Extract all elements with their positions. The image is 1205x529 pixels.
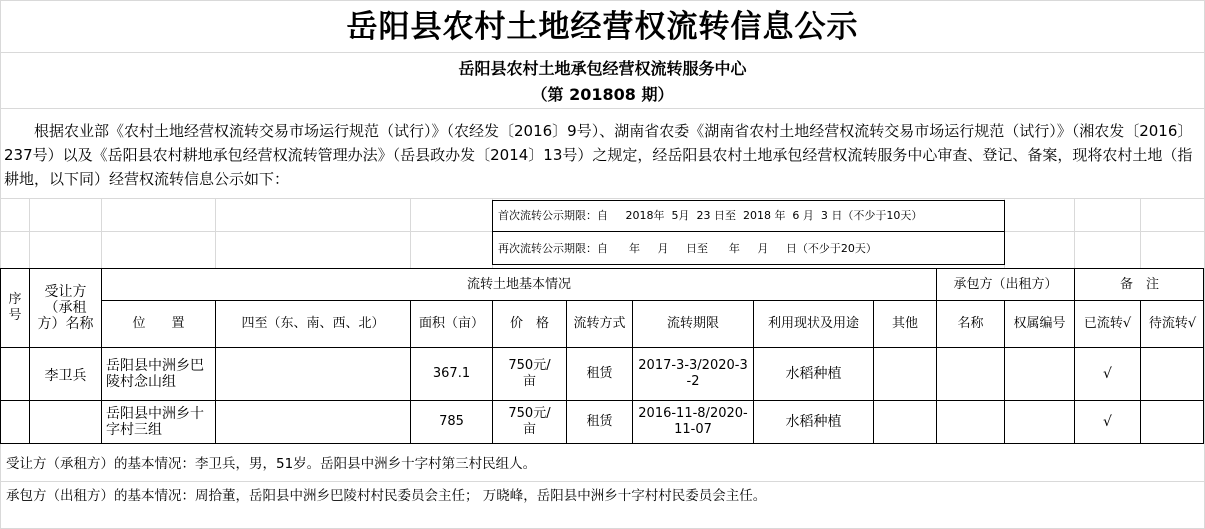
row-seq [1, 348, 29, 400]
row-pending-check [1141, 401, 1204, 443]
col-header-transferee: 受让方（承租方）名称 [37, 284, 94, 332]
row-other [874, 401, 936, 443]
row-transferee: 李卫兵 [44, 368, 87, 384]
issue-number: （第 201808 期） [531, 85, 674, 104]
col-header-seq: 序号 [8, 292, 22, 323]
col-header-other: 其他 [891, 316, 918, 331]
second-notice-period: 再次流转公示期限：自 年 月 日至 年 月 日（不少于20天） [498, 241, 877, 255]
row-ownership-no [1005, 401, 1074, 443]
group-header-land: 流转土地基本情况 [466, 276, 571, 292]
row-location: 岳阳县中洲乡巴陵村念山组 [106, 358, 204, 390]
col-header-mode: 流转方式 [573, 316, 626, 331]
row-mode: 租赁 [586, 414, 613, 429]
row-period: 2017-3-3/2020-3-2 [638, 358, 748, 389]
row-pending-check [1141, 348, 1204, 400]
row-mode: 租赁 [586, 366, 613, 381]
col-header-boundaries: 四至（东、南、西、北） [241, 316, 385, 331]
col-header-location: 位 置 [132, 316, 185, 331]
page-title: 岳阳县农村土地经营权流转信息公示 [346, 8, 859, 45]
row-transferee [30, 401, 101, 443]
col-header-period: 流转期限 [666, 316, 719, 331]
group-header-remark: 备 注 [1119, 276, 1159, 292]
row-area: 367.1 [432, 366, 471, 381]
row-transferred-check: √ [1103, 366, 1112, 382]
intro-paragraph: 根据农业部《农村土地经营权流转交易市场运行规范（试行）》（农经发〔2016〕9号）、湖南省农委《湖南省农村土地经营权流转交易市场运行规范（试行）》（湘农发〔2016〕237号）以及《岳阳县农村耕地承包经营权流转管理办法》（岳县政办发〔2014〕13号）之规定，经岳阳县农村土地承包经营权流转服务中心审查、登记、备案，现将农村土地（指耕地，以下同）经营权流转信息公示如下： [4, 122, 1193, 188]
row-boundaries [216, 401, 410, 443]
col-header-ownership-no: 权属编号 [1013, 316, 1066, 331]
row-price: 750元/亩 [508, 358, 551, 389]
row-usage: 水稻种植 [785, 366, 842, 382]
col-header-transferred: 已流转√ [1083, 316, 1132, 331]
row-other [874, 348, 936, 400]
col-header-name: 名称 [957, 316, 984, 331]
row-seq [1, 401, 29, 443]
row-contractor-name [937, 348, 1004, 400]
page-subtitle: 岳阳县农村土地承包经营权流转服务中心 [458, 59, 747, 78]
group-header-contractor: 承包方（出租方） [953, 276, 1058, 292]
row-location: 岳阳县中洲乡十字村三组 [106, 406, 204, 438]
col-header-price: 价 格 [509, 316, 549, 331]
contractor-info: 承包方（出租方）的基本情况：周拾董，岳阳县中洲乡巴陵村村民委员会主任； 万晓峰，岳阳县中洲乡十字村村民委员会主任。 [6, 488, 767, 504]
col-header-pending: 待流转√ [1148, 316, 1197, 331]
col-header-area: 面积（亩） [418, 316, 484, 331]
row-ownership-no [1005, 348, 1074, 400]
row-price: 750元/亩 [508, 406, 551, 437]
row-boundaries [216, 348, 410, 400]
row-usage: 水稻种植 [785, 414, 842, 430]
row-area: 785 [439, 414, 464, 429]
row-period: 2016-11-8/2020-11-07 [638, 406, 748, 437]
col-header-usage: 利用现状及用途 [767, 316, 859, 331]
row-contractor-name [937, 401, 1004, 443]
row-transferred-check: √ [1103, 414, 1112, 430]
first-notice-period: 首次流转公示期限：自 2018年 5月 23 日至 2018 年 6 月 3 日（不少于10天） [498, 209, 923, 222]
transferee-info: 受让方（承租方）的基本情况：李卫兵，男，51岁。岳阳县中洲乡十字村第三村民组人。 [6, 456, 537, 472]
